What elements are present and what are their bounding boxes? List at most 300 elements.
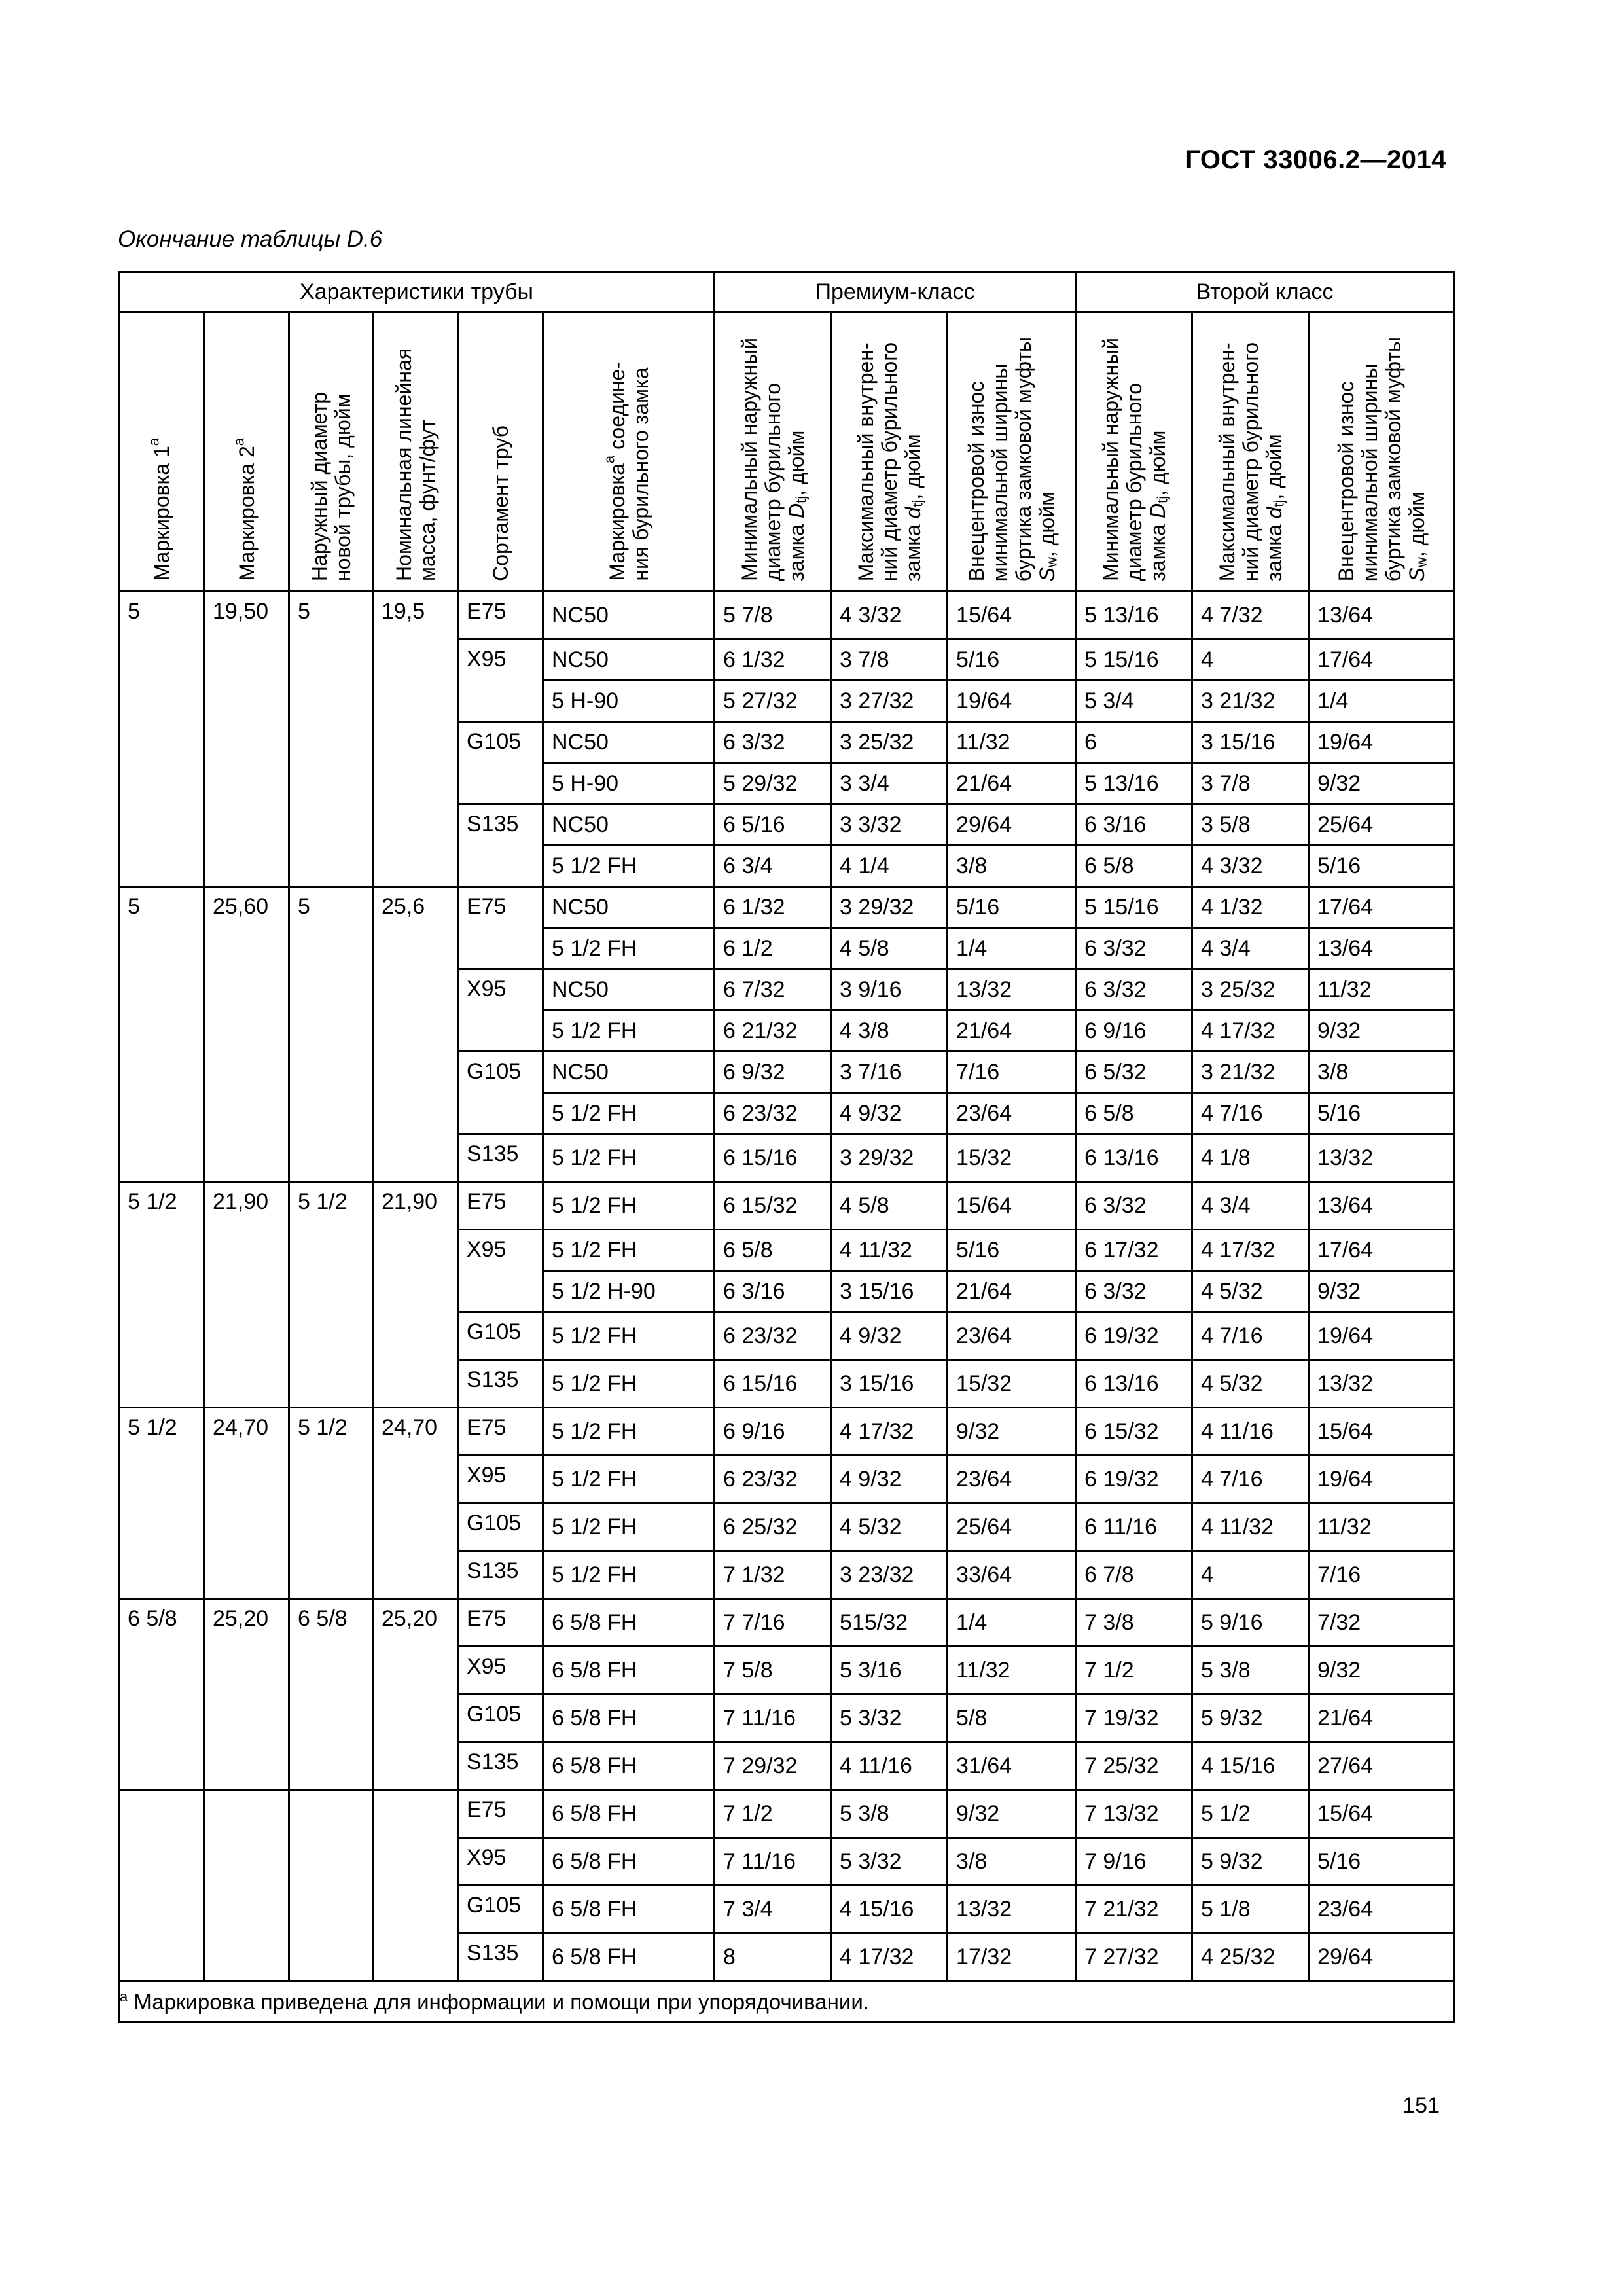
premium-min-od-cell: 6 15/32: [715, 1182, 831, 1230]
premium-min-od-cell: 6 5/8: [715, 1230, 831, 1271]
grade-cell: X95: [458, 639, 543, 722]
premium-max-id-cell: 3 7/8: [831, 639, 948, 681]
second-wear-cell: 19/64: [1309, 1456, 1454, 1503]
second-min-od-cell: 6 5/8: [1076, 1093, 1192, 1134]
premium-max-id-cell: 5 3/32: [831, 1695, 948, 1742]
connection-cell: NC50: [543, 887, 715, 928]
second-wear-cell: 19/64: [1309, 722, 1454, 763]
connection-cell: 5 1/2 FH: [543, 1182, 715, 1230]
second-min-od-cell: 6 9/16: [1076, 1011, 1192, 1052]
marking-1-cell: 6 5/8: [119, 1599, 204, 1790]
premium-wear-cell: 29/64: [948, 804, 1076, 846]
premium-wear-cell: 25/64: [948, 1503, 1076, 1551]
second-max-id-cell: 4 5/32: [1192, 1360, 1309, 1408]
header-subscript: w: [1043, 556, 1060, 567]
premium-min-od-cell: 5 29/32: [715, 763, 831, 804]
premium-max-id-cell: 4 17/32: [831, 1408, 948, 1456]
premium-min-od-cell: 6 3/4: [715, 846, 831, 887]
premium-wear-cell: 21/64: [948, 763, 1076, 804]
premium-min-od-cell: 6 5/16: [715, 804, 831, 846]
connection-cell: 5 1/2 FH: [543, 1230, 715, 1271]
second-max-id-cell: 3 15/16: [1192, 722, 1309, 763]
premium-min-od-cell: 6 1/32: [715, 639, 831, 681]
second-max-id-cell: 3 7/8: [1192, 763, 1309, 804]
connection-cell: 6 5/8 FH: [543, 1838, 715, 1886]
premium-min-od-cell: 6 25/32: [715, 1503, 831, 1551]
page-number: 151: [1402, 2093, 1440, 2118]
header-superscript: a: [600, 456, 617, 464]
premium-wear-cell: 11/32: [948, 1647, 1076, 1695]
pipe-characteristics-table: [118, 271, 1455, 2023]
second-wear-cell: 9/32: [1309, 1647, 1454, 1695]
header-subscript: tj: [1270, 499, 1287, 507]
connection-cell: 6 5/8 FH: [543, 1647, 715, 1695]
premium-max-id-cell: 4 15/16: [831, 1886, 948, 1933]
premium-min-od-cell: 5 7/8: [715, 592, 831, 639]
second-min-od-cell: 7 3/8: [1076, 1599, 1192, 1647]
marking-1-cell: 5: [119, 592, 204, 887]
premium-min-od-cell: 6 3/32: [715, 722, 831, 763]
grade-cell: G105: [458, 1503, 543, 1551]
second-wear-cell: 19/64: [1309, 1312, 1454, 1360]
header-text: Внецентровой износ минимальной ширины буртика замковой муфты: [1334, 336, 1405, 581]
second-wear-cell: 11/32: [1309, 969, 1454, 1011]
premium-max-id-cell: 5 3/32: [831, 1838, 948, 1886]
premium-min-od-cell: 5 27/32: [715, 681, 831, 722]
connection-cell: 5 1/2 H-90: [543, 1271, 715, 1312]
premium-wear-cell: 7/16: [948, 1052, 1076, 1093]
second-max-id-cell: 3 21/32: [1192, 1052, 1309, 1093]
nominal-mass-cell: 25,20: [373, 1599, 458, 1790]
second-wear-cell: 13/64: [1309, 928, 1454, 969]
second-max-id-cell: 5 9/32: [1192, 1695, 1309, 1742]
header-text-suffix: соедине- ния бурильного замка: [605, 362, 652, 581]
second-max-id-cell: 5 3/8: [1192, 1647, 1309, 1695]
premium-max-id-cell: 4 17/32: [831, 1933, 948, 1981]
connection-cell: 5 1/2 FH: [543, 1456, 715, 1503]
header-variable: d: [901, 507, 925, 519]
table-footnote: [119, 1981, 1454, 2022]
header-text: Наружный диаметр новой трубы, дюйм: [307, 391, 355, 581]
second-wear-cell: 27/64: [1309, 1742, 1454, 1790]
premium-min-od-cell: 6 23/32: [715, 1093, 831, 1134]
grade-cell: G105: [458, 1312, 543, 1360]
second-max-id-cell: 5 1/2: [1192, 1790, 1309, 1838]
connection-cell: 5 1/2 FH: [543, 1134, 715, 1182]
premium-max-id-cell: 4 9/32: [831, 1312, 948, 1360]
premium-min-od-cell: 6 21/32: [715, 1011, 831, 1052]
connection-cell: NC50: [543, 969, 715, 1011]
second-max-id-cell: 3 25/32: [1192, 969, 1309, 1011]
column-header-6: [715, 312, 831, 592]
premium-max-id-cell: 4 5/8: [831, 1182, 948, 1230]
outer-diameter-cell: 5: [289, 592, 373, 887]
premium-wear-cell: 21/64: [948, 1271, 1076, 1312]
premium-max-id-cell: 4 3/8: [831, 1011, 948, 1052]
premium-max-id-cell: 3 3/32: [831, 804, 948, 846]
second-min-od-cell: 6 17/32: [1076, 1230, 1192, 1271]
second-max-id-cell: 4 17/32: [1192, 1011, 1309, 1052]
premium-wear-cell: 15/32: [948, 1360, 1076, 1408]
second-max-id-cell: 5 9/16: [1192, 1599, 1309, 1647]
premium-min-od-cell: 7 11/16: [715, 1695, 831, 1742]
table-row: [119, 1182, 1454, 1230]
premium-wear-cell: 3/8: [948, 846, 1076, 887]
connection-cell: 5 H-90: [543, 763, 715, 804]
second-max-id-cell: 4 7/32: [1192, 592, 1309, 639]
grade-cell: G105: [458, 1052, 543, 1134]
outer-diameter-cell: 5 1/2: [289, 1182, 373, 1408]
header-text: Сортамент труб: [488, 425, 512, 581]
grade-cell: X95: [458, 969, 543, 1052]
header-text-suffix: , дюйм: [901, 434, 925, 500]
column-header-9: [1076, 312, 1192, 592]
grade-cell: E75: [458, 887, 543, 969]
connection-cell: 5 1/2 FH: [543, 1093, 715, 1134]
premium-wear-cell: 23/64: [948, 1093, 1076, 1134]
second-wear-cell: 5/16: [1309, 1838, 1454, 1886]
grade-cell: E75: [458, 1790, 543, 1838]
premium-max-id-cell: 5 3/16: [831, 1647, 948, 1695]
header-subscript: w: [1412, 556, 1429, 567]
second-wear-cell: 15/64: [1309, 1790, 1454, 1838]
premium-max-id-cell: 3 27/32: [831, 681, 948, 722]
second-wear-cell: 9/32: [1309, 1011, 1454, 1052]
grade-cell: X95: [458, 1230, 543, 1312]
second-min-od-cell: 6 11/16: [1076, 1503, 1192, 1551]
premium-max-id-cell: 3 25/32: [831, 722, 948, 763]
nominal-mass-cell: 25,6: [373, 887, 458, 1182]
premium-wear-cell: 23/64: [948, 1456, 1076, 1503]
premium-min-od-cell: 6 15/16: [715, 1360, 831, 1408]
header-subscript: tj: [1153, 496, 1170, 504]
premium-wear-cell: 19/64: [948, 681, 1076, 722]
second-max-id-cell: 4 11/32: [1192, 1503, 1309, 1551]
marking-2-cell: 21,90: [204, 1182, 289, 1408]
second-min-od-cell: 5 13/16: [1076, 763, 1192, 804]
premium-min-od-cell: 6 9/32: [715, 1052, 831, 1093]
table-row: [119, 1599, 1454, 1647]
second-max-id-cell: 4 3/32: [1192, 846, 1309, 887]
connection-cell: 5 1/2 FH: [543, 1360, 715, 1408]
header-text: Минимальный наружный диаметр бурильного замка: [1098, 338, 1169, 581]
second-wear-cell: 17/64: [1309, 639, 1454, 681]
grade-cell: E75: [458, 1408, 543, 1456]
second-min-od-cell: 7 19/32: [1076, 1695, 1192, 1742]
grade-cell: E75: [458, 592, 543, 639]
second-min-od-cell: 6 3/32: [1076, 969, 1192, 1011]
premium-max-id-cell: 3 7/16: [831, 1052, 948, 1093]
header-text: Маркировка 2: [234, 446, 259, 581]
connection-cell: NC50: [543, 639, 715, 681]
second-max-id-cell: 4 3/4: [1192, 928, 1309, 969]
footnote-text: Маркировка приведена для информации и помощи при упорядочивании.: [128, 1990, 869, 2014]
premium-max-id-cell: 4 9/32: [831, 1093, 948, 1134]
premium-max-id-cell: 3 29/32: [831, 1134, 948, 1182]
second-min-od-cell: 6 5/32: [1076, 1052, 1192, 1093]
second-min-od-cell: 5 13/16: [1076, 592, 1192, 639]
header-text: Внецентровой износ минимальной ширины буртика замковой муфты: [964, 336, 1035, 581]
document-code: ГОСТ 33006.2—2014: [1185, 145, 1446, 174]
grade-cell: X95: [458, 1456, 543, 1503]
marking-2-cell: 24,70: [204, 1408, 289, 1599]
column-header-2: [289, 312, 373, 592]
premium-min-od-cell: 7 1/2: [715, 1790, 831, 1838]
premium-min-od-cell: 6 1/32: [715, 887, 831, 928]
header-variable: D: [784, 503, 808, 519]
table-caption: Окончание таблицы D.6: [118, 226, 383, 252]
premium-max-id-cell: 5 3/8: [831, 1790, 948, 1838]
column-header-0: [119, 312, 204, 592]
marking-2-cell: 25,20: [204, 1599, 289, 1790]
header-variable: S: [1035, 567, 1059, 581]
column-header-10: [1192, 312, 1309, 592]
second-max-id-cell: 4 1/8: [1192, 1134, 1309, 1182]
second-min-od-cell: 6 3/32: [1076, 1182, 1192, 1230]
column-header-5: [543, 312, 715, 592]
marking-2-cell: 19,50: [204, 592, 289, 887]
connection-cell: 5 1/2 FH: [543, 1551, 715, 1599]
premium-wear-cell: 5/8: [948, 1695, 1076, 1742]
column-header-3: [373, 312, 458, 592]
second-wear-cell: 17/64: [1309, 887, 1454, 928]
second-wear-cell: 7/32: [1309, 1599, 1454, 1647]
premium-wear-cell: 13/32: [948, 1886, 1076, 1933]
premium-min-od-cell: 6 15/16: [715, 1134, 831, 1182]
second-max-id-cell: 5 1/8: [1192, 1886, 1309, 1933]
premium-wear-cell: 21/64: [948, 1011, 1076, 1052]
group-header-second: Второй класс: [1076, 272, 1454, 312]
header-text: Максимальный внутрен- ний диаметр бурильного замка: [1215, 342, 1286, 581]
second-min-od-cell: 5 3/4: [1076, 681, 1192, 722]
second-max-id-cell: 4 11/16: [1192, 1408, 1309, 1456]
marking-2-cell: 25,60: [204, 887, 289, 1182]
outer-diameter-cell: 5: [289, 887, 373, 1182]
premium-wear-cell: 11/32: [948, 722, 1076, 763]
connection-cell: NC50: [543, 592, 715, 639]
connection-cell: 6 5/8 FH: [543, 1886, 715, 1933]
nominal-mass-cell: [373, 1790, 458, 1981]
connection-cell: 5 1/2 FH: [543, 1312, 715, 1360]
second-max-id-cell: 4: [1192, 1551, 1309, 1599]
premium-wear-cell: 5/16: [948, 1230, 1076, 1271]
grade-cell: S135: [458, 1933, 543, 1981]
header-subscript: tj: [908, 499, 925, 507]
nominal-mass-cell: 21,90: [373, 1182, 458, 1408]
column-header-7: [831, 312, 948, 592]
second-min-od-cell: 5 15/16: [1076, 639, 1192, 681]
premium-min-od-cell: 7 11/16: [715, 1838, 831, 1886]
premium-min-od-cell: 6 7/32: [715, 969, 831, 1011]
second-min-od-cell: 6 3/32: [1076, 1271, 1192, 1312]
table-row: [119, 887, 1454, 928]
premium-max-id-cell: 4 5/32: [831, 1503, 948, 1551]
premium-min-od-cell: 7 1/32: [715, 1551, 831, 1599]
column-header-11: [1309, 312, 1454, 592]
second-min-od-cell: 6 13/16: [1076, 1360, 1192, 1408]
grade-cell: S135: [458, 1134, 543, 1182]
connection-cell: NC50: [543, 1052, 715, 1093]
connection-cell: NC50: [543, 804, 715, 846]
outer-diameter-cell: 5 1/2: [289, 1408, 373, 1599]
column-header-1: [204, 312, 289, 592]
connection-cell: 5 H-90: [543, 681, 715, 722]
premium-max-id-cell: 3 15/16: [831, 1271, 948, 1312]
premium-max-id-cell: 4 9/32: [831, 1456, 948, 1503]
outer-diameter-cell: 6 5/8: [289, 1599, 373, 1790]
second-min-od-cell: 6 19/32: [1076, 1456, 1192, 1503]
connection-cell: 6 5/8 FH: [543, 1599, 715, 1647]
footnote-marker: a: [120, 1988, 128, 2005]
premium-wear-cell: 9/32: [948, 1408, 1076, 1456]
second-wear-cell: 13/64: [1309, 592, 1454, 639]
premium-max-id-cell: 3 23/32: [831, 1551, 948, 1599]
premium-min-od-cell: 6 9/16: [715, 1408, 831, 1456]
group-header-pipe: Характеристики трубы: [119, 272, 715, 312]
second-wear-cell: 11/32: [1309, 1503, 1454, 1551]
premium-max-id-cell: 3 15/16: [831, 1360, 948, 1408]
grade-cell: S135: [458, 1360, 543, 1408]
premium-max-id-cell: 4 1/4: [831, 846, 948, 887]
header-text: Номинальная линейная масса, фунт/фут: [391, 348, 439, 581]
grade-cell: G105: [458, 1695, 543, 1742]
header-text: Маркировка 1: [149, 446, 173, 581]
second-max-id-cell: 4 25/32: [1192, 1933, 1309, 1981]
second-max-id-cell: 4: [1192, 639, 1309, 681]
premium-max-id-cell: 3 9/16: [831, 969, 948, 1011]
second-max-id-cell: 4 7/16: [1192, 1093, 1309, 1134]
header-text-suffix: , дюйм: [1404, 491, 1429, 557]
second-min-od-cell: 6 19/32: [1076, 1312, 1192, 1360]
grade-cell: X95: [458, 1838, 543, 1886]
second-wear-cell: 15/64: [1309, 1408, 1454, 1456]
nominal-mass-cell: 24,70: [373, 1408, 458, 1599]
second-min-od-cell: 6: [1076, 722, 1192, 763]
connection-cell: 5 1/2 FH: [543, 1503, 715, 1551]
premium-min-od-cell: 8: [715, 1933, 831, 1981]
grade-cell: G105: [458, 1886, 543, 1933]
premium-wear-cell: 3/8: [948, 1838, 1076, 1886]
marking-2-cell: [204, 1790, 289, 1981]
premium-min-od-cell: 7 7/16: [715, 1599, 831, 1647]
header-text: Максимальный внутрен- ний диаметр бурильного замка: [853, 342, 925, 581]
second-wear-cell: 5/16: [1309, 846, 1454, 887]
grade-cell: S135: [458, 1551, 543, 1599]
column-header-8: [948, 312, 1076, 592]
connection-cell: 6 5/8 FH: [543, 1790, 715, 1838]
header-variable: d: [1262, 507, 1286, 519]
second-min-od-cell: 7 9/16: [1076, 1838, 1192, 1886]
connection-cell: 5 1/2 FH: [543, 1408, 715, 1456]
column-header-4: [458, 312, 543, 592]
premium-wear-cell: 5/16: [948, 887, 1076, 928]
connection-cell: 5 1/2 FH: [543, 1011, 715, 1052]
premium-wear-cell: 15/32: [948, 1134, 1076, 1182]
premium-min-od-cell: 7 3/4: [715, 1886, 831, 1933]
group-header-premium: Премиум-класс: [715, 272, 1076, 312]
marking-1-cell: 5 1/2: [119, 1408, 204, 1599]
premium-max-id-cell: 3 29/32: [831, 887, 948, 928]
table-row: [119, 592, 1454, 639]
second-wear-cell: 1/4: [1309, 681, 1454, 722]
premium-wear-cell: 23/64: [948, 1312, 1076, 1360]
connection-cell: 6 5/8 FH: [543, 1695, 715, 1742]
nominal-mass-cell: 19,5: [373, 592, 458, 887]
header-superscript: a: [230, 438, 247, 446]
second-wear-cell: 21/64: [1309, 1695, 1454, 1742]
header-subscript: tj: [792, 496, 809, 504]
second-max-id-cell: 4 7/16: [1192, 1312, 1309, 1360]
header-text-suffix: , дюйм: [1145, 430, 1169, 497]
second-min-od-cell: 5 15/16: [1076, 887, 1192, 928]
marking-1-cell: 5 1/2: [119, 1182, 204, 1408]
premium-max-id-cell: 4 5/8: [831, 928, 948, 969]
premium-wear-cell: 1/4: [948, 1599, 1076, 1647]
second-min-od-cell: 6 5/8: [1076, 846, 1192, 887]
premium-min-od-cell: 7 5/8: [715, 1647, 831, 1695]
premium-wear-cell: 17/32: [948, 1933, 1076, 1981]
connection-cell: 6 5/8 FH: [543, 1933, 715, 1981]
premium-max-id-cell: 4 11/32: [831, 1230, 948, 1271]
premium-wear-cell: 5/16: [948, 639, 1076, 681]
grade-cell: S135: [458, 804, 543, 887]
premium-wear-cell: 9/32: [948, 1790, 1076, 1838]
second-wear-cell: 9/32: [1309, 1271, 1454, 1312]
header-superscript: a: [145, 438, 162, 446]
grade-cell: G105: [458, 722, 543, 804]
second-wear-cell: 23/64: [1309, 1886, 1454, 1933]
connection-cell: 5 1/2 FH: [543, 928, 715, 969]
second-wear-cell: 13/64: [1309, 1182, 1454, 1230]
second-wear-cell: 5/16: [1309, 1093, 1454, 1134]
premium-min-od-cell: 6 1/2: [715, 928, 831, 969]
premium-max-id-cell: 3 3/4: [831, 763, 948, 804]
premium-wear-cell: 33/64: [948, 1551, 1076, 1599]
second-max-id-cell: 4 7/16: [1192, 1456, 1309, 1503]
second-min-od-cell: 6 7/8: [1076, 1551, 1192, 1599]
second-max-id-cell: 4 5/32: [1192, 1271, 1309, 1312]
second-max-id-cell: 4 3/4: [1192, 1182, 1309, 1230]
table-row: [119, 1790, 1454, 1838]
outer-diameter-cell: [289, 1790, 373, 1981]
grade-cell: E75: [458, 1599, 543, 1647]
premium-wear-cell: 15/64: [948, 592, 1076, 639]
second-min-od-cell: 7 27/32: [1076, 1933, 1192, 1981]
second-min-od-cell: 6 3/32: [1076, 928, 1192, 969]
premium-max-id-cell: 4 11/16: [831, 1742, 948, 1790]
premium-min-od-cell: 6 23/32: [715, 1456, 831, 1503]
second-min-od-cell: 7 25/32: [1076, 1742, 1192, 1790]
second-wear-cell: 13/32: [1309, 1134, 1454, 1182]
header-variable: D: [1145, 503, 1169, 519]
second-wear-cell: 25/64: [1309, 804, 1454, 846]
grade-cell: S135: [458, 1742, 543, 1790]
connection-cell: 6 5/8 FH: [543, 1742, 715, 1790]
second-max-id-cell: 3 21/32: [1192, 681, 1309, 722]
second-min-od-cell: 6 3/16: [1076, 804, 1192, 846]
premium-wear-cell: 31/64: [948, 1742, 1076, 1790]
second-min-od-cell: 6 15/32: [1076, 1408, 1192, 1456]
second-wear-cell: 9/32: [1309, 763, 1454, 804]
second-max-id-cell: 4 1/32: [1192, 887, 1309, 928]
second-max-id-cell: 3 5/8: [1192, 804, 1309, 846]
premium-min-od-cell: 6 23/32: [715, 1312, 831, 1360]
header-text: Минимальный наружный диаметр бурильного замка: [737, 338, 808, 581]
second-wear-cell: 7/16: [1309, 1551, 1454, 1599]
marking-1-cell: 5: [119, 887, 204, 1182]
second-max-id-cell: 4 15/16: [1192, 1742, 1309, 1790]
header-text-suffix: , дюйм: [784, 430, 808, 497]
